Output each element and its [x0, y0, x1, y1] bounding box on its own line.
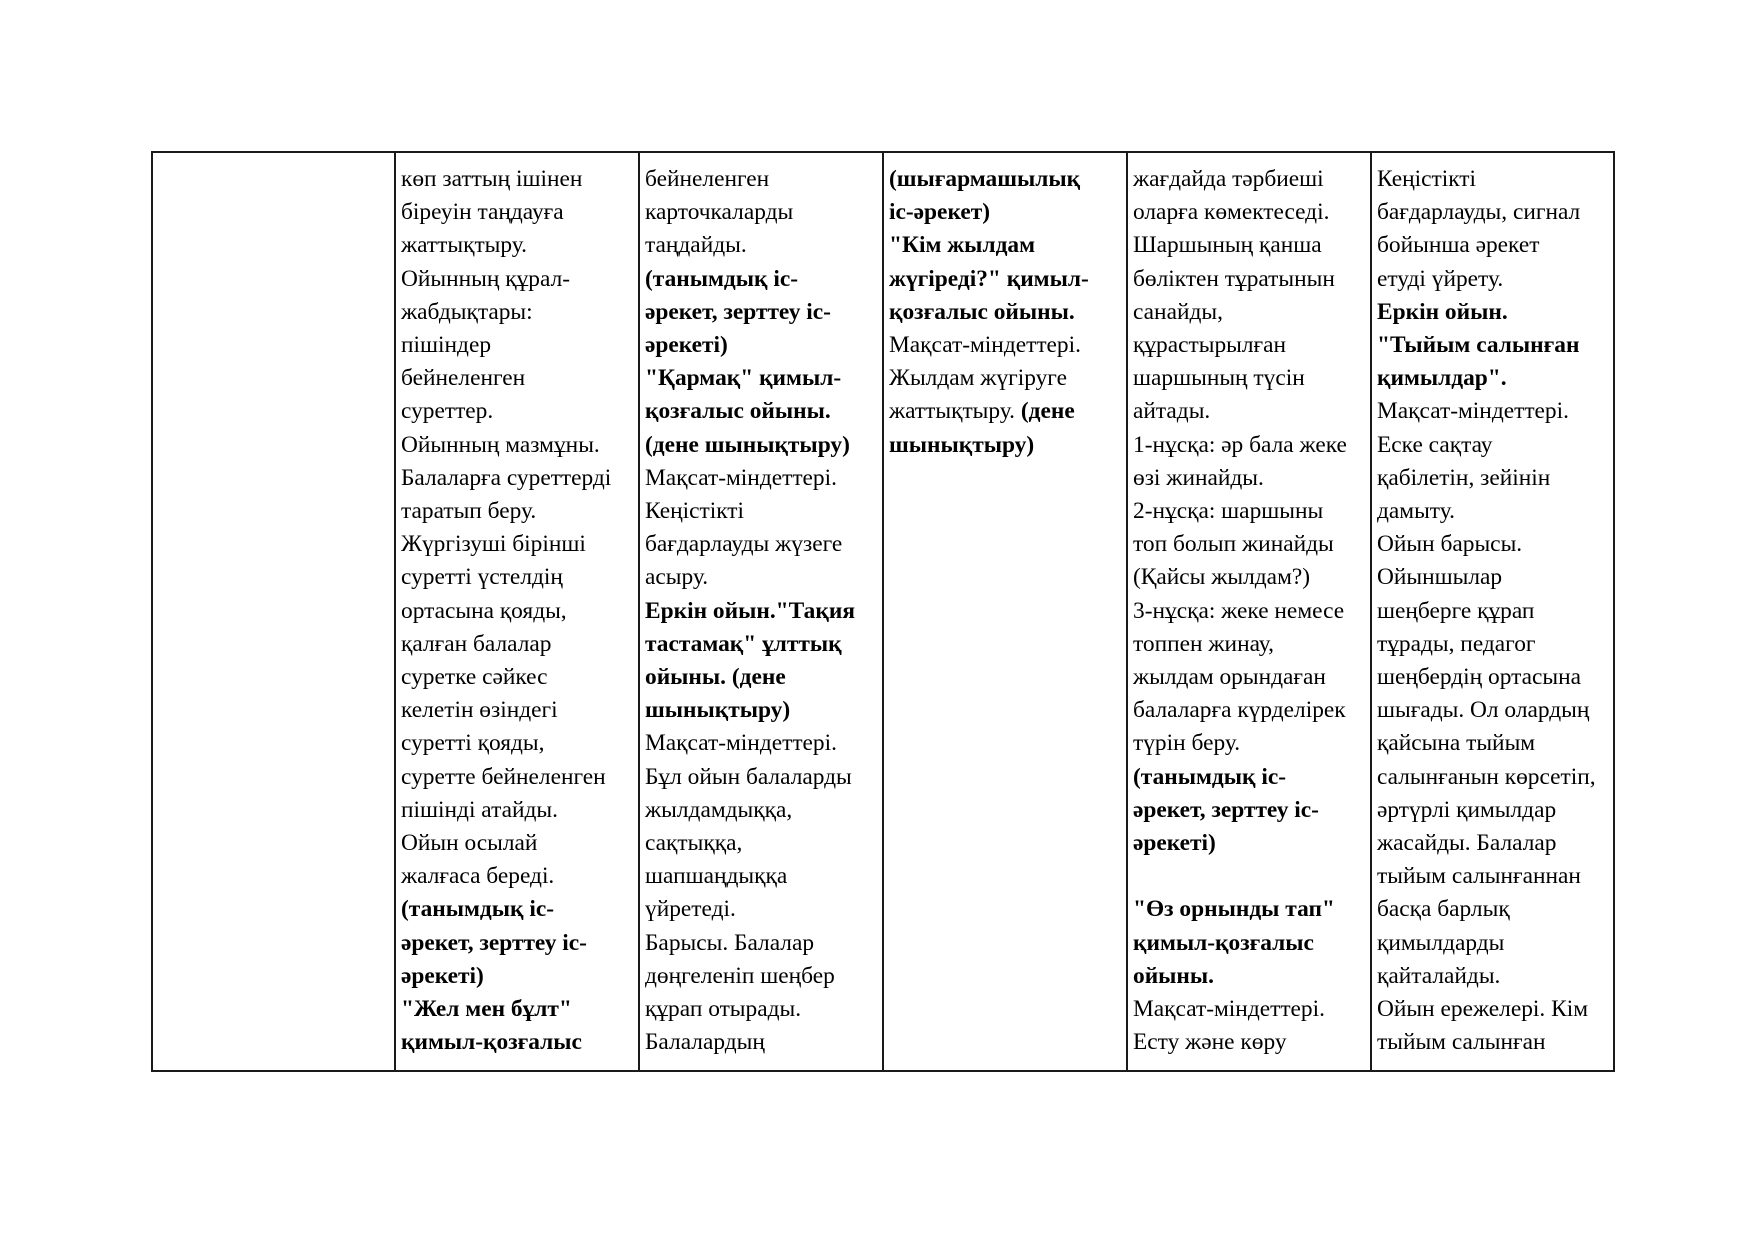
cell-text-line: Есту және көру	[1133, 1029, 1287, 1056]
cell-text-line: үйретеді.	[645, 896, 736, 923]
cell-text-line: жасайды. Балалар	[1377, 830, 1557, 857]
cell-text-line: (Қайсы жылдам?)	[1133, 564, 1311, 591]
cell-text-line: (танымдық іс-	[401, 896, 555, 923]
cell-text-line: қимыл-қозғалыс	[401, 1029, 582, 1056]
cell-text-line: суретті қояды,	[401, 730, 545, 757]
cell-text-line: қозғалыс ойыны.	[645, 398, 831, 425]
cell-text-line: Балалардың	[645, 1029, 765, 1056]
cell-text-line: қимыл-қозғалыс	[1133, 929, 1314, 956]
cell-text-line: біреуін таңдауға	[401, 199, 564, 226]
cell-text-line: санайды,	[1133, 298, 1223, 325]
cell-text-line: шеңбердің ортасына	[1377, 664, 1582, 691]
cell-text-line: әрекеті)	[1133, 830, 1216, 857]
cell-text-line: келетін өзіндегі	[401, 697, 558, 724]
cell-text-line: жалғаса береді.	[401, 863, 555, 890]
cell-text-line: Кеңістікті	[1377, 166, 1476, 192]
cell-text-line: асыру.	[645, 564, 709, 591]
table-cell-col-1	[152, 152, 395, 1071]
table-cell-col-4	[883, 152, 1127, 1071]
cell-text-line: тастамақ" ұлттық	[645, 630, 842, 657]
cell-text-line: бейнеленген	[645, 166, 770, 192]
cell-text-line	[1133, 860, 1365, 893]
cell-text-line: топ болып жинайды	[1133, 531, 1334, 558]
cell-text-line: карточкаларды	[645, 199, 794, 226]
cell-text-line: әрекеті)	[645, 332, 728, 359]
cell-text-line: бағдарлауды жүзеге	[645, 531, 843, 558]
cell-text-line: құрастырылған	[1133, 332, 1287, 359]
cell-text-line: әрекеті)	[401, 962, 484, 989]
cell-text-line: түрін беру.	[1133, 730, 1241, 757]
cell-text-line: суреттер.	[401, 398, 494, 425]
cell-text-line: етуді үйрету.	[1377, 265, 1504, 292]
cell-text-line: "Қармақ" қимыл-	[645, 365, 842, 392]
text-segment: (дене	[1020, 398, 1075, 425]
cell-text-line: (танымдық іс-	[645, 265, 799, 292]
cell-text-line: (дене шынықтыру)	[645, 431, 850, 458]
cell-text-line: жылдамдыққа,	[645, 796, 793, 823]
cell-text-line: таратып беру.	[401, 498, 537, 525]
cell-text-line: бөліктен тұратынын	[1133, 265, 1335, 292]
cell-text-line: пішінді атайды.	[401, 796, 558, 823]
table-cell-col-2	[395, 152, 639, 1071]
cell-text-line: қозғалыс ойыны.	[889, 298, 1075, 325]
cell-text-line: әрекет, зерттеу іс-	[645, 298, 831, 325]
cell-text-line: сақтыққа,	[645, 830, 743, 857]
cell-text-line: айтады.	[1133, 398, 1211, 425]
cell-text-line: қимылдар".	[1377, 365, 1507, 392]
cell-text-line: салынғанын көрсетіп,	[1377, 763, 1596, 790]
cell-text-line: шеңберге құрап	[1377, 597, 1535, 624]
cell-text-line: Жүргізуші бірінші	[401, 531, 586, 558]
cell-text-line: Мақсат-міндеттері.	[889, 332, 1081, 359]
cell-text-line: Кеңістікті	[645, 498, 744, 525]
cell-text-line: "Өз орнынды тап"	[1133, 896, 1335, 923]
cell-text-line: Бұл ойын балаларды	[645, 763, 852, 790]
cell-text-line: қабілетін, зейінін	[1377, 464, 1551, 491]
cell-text-line: Еркін ойын.	[1377, 298, 1508, 325]
cell-text-line: Шаршының қанша	[1133, 232, 1322, 259]
cell-text-line: жаттықтыру.	[401, 232, 527, 259]
cell-text-line: Ойынның мазмұны.	[401, 431, 600, 458]
cell-text-line: "Жел мен бұлт"	[401, 996, 572, 1023]
cell-text-line: қимылдарды	[1377, 929, 1505, 956]
cell-text-line: Ойын барысы.	[1377, 531, 1523, 558]
cell-text-line: таңдайды.	[645, 232, 747, 259]
cell-text-line: суретті үстелдің	[401, 564, 563, 591]
cell-text-line: "Кім жылдам	[889, 232, 1036, 259]
cell-text-line: 2-нұсқа: шаршыны	[1133, 498, 1324, 525]
cell-text-line: Балаларға суреттерді	[401, 464, 612, 491]
cell-text-line: Мақсат-міндеттері.	[1133, 996, 1325, 1023]
cell-text-line: 3-нұсқа: жеке немесе	[1133, 597, 1345, 624]
cell-text-line: бойынша әрекет	[1377, 232, 1540, 259]
cell-text-line: Ойынның құрал-	[401, 265, 571, 292]
cell-text-line: пішіндер	[401, 332, 492, 359]
text-segment: жаттықтыру.	[889, 398, 1021, 425]
cell-text-line: суретке сәйкес	[401, 664, 548, 691]
cell-text-line: әрекет, зерттеу іс-	[1133, 796, 1319, 823]
cell-text-line: қайталайды.	[1377, 962, 1501, 989]
cell-text-line: бейнеленген	[401, 365, 526, 392]
cell-text-line: шапшаңдыққа	[645, 863, 788, 890]
cell-text-line: шаршының түсін	[1133, 365, 1305, 392]
cell-text-line: қайсына тыйым	[1377, 730, 1536, 757]
cell-text-line: Еркін ойын."Тақия	[645, 597, 855, 624]
cell-text-line: оларға көмектеседі.	[1133, 199, 1330, 226]
cell-text-line: ортасына қояды,	[401, 597, 567, 624]
cell-text-line: (шығармашылық	[889, 166, 1081, 192]
cell-text-line: Ойыншылар	[1377, 564, 1503, 591]
cell-text-line: (танымдық іс-	[1133, 763, 1287, 790]
cell-text-line: Еске сақтау	[1377, 431, 1493, 458]
cell-text-line: ойыны.	[1133, 962, 1215, 989]
cell-text-line: Ойын осылай	[401, 830, 538, 857]
cell-text-line: бағдарлауды, сигнал	[1377, 199, 1581, 226]
cell-text-line: тыйым салынғаннан	[1377, 863, 1581, 890]
cell-text-line: әртүрлі қимылдар	[1377, 796, 1557, 823]
cell-text-line: жүгіреді?" қимыл-	[889, 265, 1089, 292]
cell-text-line: жағдайда тәрбиеші	[1133, 166, 1324, 192]
cell-text-line: өзі жинайды.	[1133, 464, 1264, 491]
cell-text-line: ойыны. (дене	[645, 664, 786, 691]
cell-text-line: тұрады, педагог	[1377, 630, 1536, 657]
cell-text-line: Ойын ережелері. Кім	[1377, 996, 1589, 1023]
cell-text-line: басқа барлық	[1377, 896, 1510, 923]
table-cell-col-3	[639, 152, 883, 1071]
table-cell-col-5	[1127, 152, 1371, 1071]
cell-text-line	[889, 395, 1121, 428]
cell-text-line: Мақсат-міндеттері.	[645, 730, 837, 757]
cell-text-line: құрап отырады.	[645, 996, 802, 1023]
cell-text-line: "Тыйым салынған	[1377, 332, 1580, 359]
cell-text-line: қалған балалар	[401, 630, 552, 657]
cell-text-line: суретте бейнеленген	[401, 763, 606, 790]
cell-text-line: Жылдам жүгіруге	[889, 365, 1067, 392]
cell-text-line: көп заттың ішінен	[401, 166, 583, 192]
cell-text-line: тыйым салынған	[1377, 1029, 1546, 1056]
cell-text-line: дөңгеленіп шеңбер	[645, 962, 835, 989]
cell-text-line: жылдам орындаған	[1133, 664, 1326, 691]
cell-text-line: шынықтыру)	[889, 431, 1035, 458]
cell-text-line: балаларға күрделірек	[1133, 697, 1346, 724]
schedule-table	[151, 151, 1615, 1072]
cell-text-line: Мақсат-міндеттері.	[645, 464, 837, 491]
cell-text-line: дамыту.	[1377, 498, 1455, 525]
cell-text-line: Барысы. Балалар	[645, 929, 815, 956]
cell-text-line: шығады. Ол олардың	[1377, 697, 1590, 724]
cell-text-line: шынықтыру)	[645, 697, 791, 724]
table-row	[152, 152, 1614, 1071]
table-cell-col-6	[1371, 152, 1614, 1071]
cell-text-line: іс-әрекет)	[889, 199, 990, 226]
cell-text-line: 1-нұсқа: әр бала жеке	[1133, 431, 1347, 458]
cell-text-line: әрекет, зерттеу іс-	[401, 929, 587, 956]
cell-text-line: жабдықтары:	[401, 298, 533, 325]
cell-text-line: Мақсат-міндеттері.	[1377, 398, 1569, 425]
cell-text-line: топпен жинау,	[1133, 630, 1274, 657]
